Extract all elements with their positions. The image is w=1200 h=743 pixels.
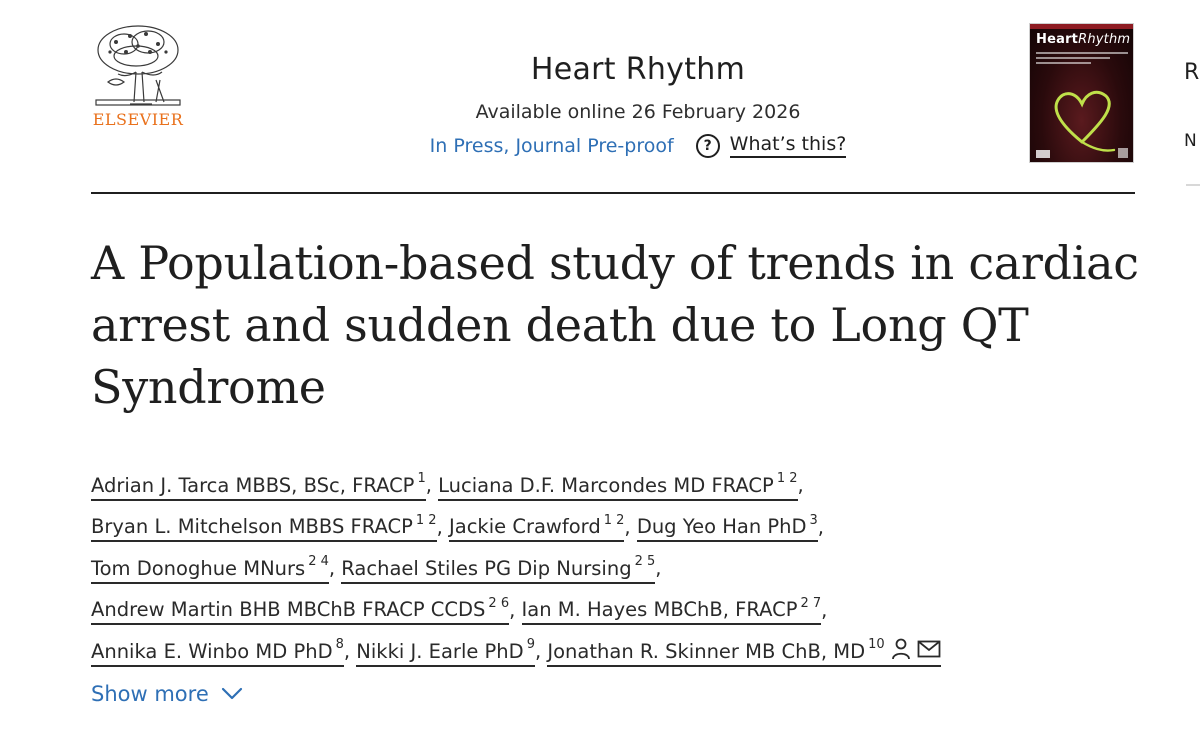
author-separator: , <box>509 598 522 621</box>
author-separator: , <box>534 639 548 663</box>
journal-header <box>380 52 896 158</box>
author-name: Jonathan R. Skinner MB ChB, MD <box>547 639 866 663</box>
author-separator: , <box>343 639 357 663</box>
author-separator: , <box>436 515 449 538</box>
journal-title-link[interactable]: Heart Rhythm <box>530 52 746 87</box>
author-affiliation: 10 <box>868 637 885 652</box>
sidebar-divider <box>1186 184 1200 186</box>
author-link[interactable] <box>91 595 510 625</box>
author-separator: , <box>425 473 439 497</box>
author-name: Nikki J. Earle PhD <box>356 639 524 663</box>
author-affiliation: 1 2 <box>776 471 798 486</box>
author-name: Ian M. Hayes MBChB, FRACP <box>521 598 798 621</box>
author-affiliation: 9 <box>526 637 535 652</box>
cover-heart-icon <box>1030 64 1134 163</box>
author-name: Andrew Martin BHB MBChB FRACP CCDS <box>91 598 486 621</box>
person-icon <box>891 638 911 660</box>
header-divider <box>91 192 1135 194</box>
author-name: Rachael Stiles PG Dip Nursing <box>341 556 632 580</box>
in-press-link[interactable]: In Press, Journal Pre-proof <box>429 134 674 157</box>
author-separator: , <box>328 556 342 580</box>
author-name: Adrian J. Tarca MBBS, BSc, FRACP <box>91 473 415 497</box>
author-link[interactable] <box>438 471 798 501</box>
author-affiliation: 3 <box>809 512 818 528</box>
author-separator: , <box>655 556 662 580</box>
question-circle-icon: ? <box>696 134 720 158</box>
show-more-button[interactable] <box>91 682 243 706</box>
author-link[interactable] <box>521 595 822 625</box>
article-status <box>380 133 896 158</box>
author-link[interactable] <box>547 637 940 667</box>
author-affiliation: 2 5 <box>634 554 656 569</box>
author-link[interactable] <box>341 554 656 584</box>
show-more-label: Show more <box>91 682 209 706</box>
author-name: Luciana D.F. Marcondes MD FRACP <box>438 473 774 497</box>
article-title: A Population-based study of trends in cardiac arrest and sudden death due to Long QT Syndrome <box>91 236 1139 414</box>
corresponding-author-icons <box>891 638 941 660</box>
elsevier-tree-icon <box>86 22 190 108</box>
author-name: Annika E. Winbo MD PhD <box>91 639 333 663</box>
author-affiliation: 1 <box>417 471 426 486</box>
author-separator: , <box>797 473 804 497</box>
chevron-down-icon <box>221 687 243 701</box>
author-affiliation: 2 4 <box>308 554 329 569</box>
author-link[interactable] <box>449 512 625 542</box>
author-affiliation: 8 <box>335 637 344 652</box>
author-link[interactable] <box>356 637 535 667</box>
author-name: Tom Donoghue MNurs <box>91 556 306 580</box>
author-name: Jackie Crawford <box>449 515 601 538</box>
author-link[interactable] <box>91 637 344 667</box>
journal-cover-image[interactable] <box>1029 23 1134 163</box>
whats-this-button[interactable] <box>696 133 847 158</box>
author-affiliation: 2 6 <box>488 595 510 611</box>
cover-band <box>1030 24 1133 29</box>
author-name: Bryan L. Mitchelson MBBS FRACP <box>91 515 413 538</box>
author-link[interactable] <box>636 512 818 542</box>
author-link[interactable] <box>91 512 437 542</box>
publisher-name: ELSEVIER <box>92 110 184 129</box>
available-online-date: Available online 26 February 2026 <box>475 101 801 123</box>
author-separator: , <box>817 515 824 538</box>
author-list <box>91 462 1151 670</box>
author-affiliation: 1 2 <box>603 512 625 528</box>
cover-title: HeartRhythm <box>1036 32 1131 47</box>
author-affiliation: 2 7 <box>800 595 822 611</box>
author-link[interactable] <box>91 554 329 584</box>
whats-this-label: What’s this? <box>730 133 847 158</box>
author-name: Dug Yeo Han PhD <box>636 515 807 538</box>
author-affiliation: 1 2 <box>415 512 437 528</box>
author-separator: , <box>624 515 637 538</box>
sidebar-clipped-heading: R <box>1184 60 1200 85</box>
sidebar-clipped-text: N <box>1184 131 1197 151</box>
envelope-icon <box>917 640 941 658</box>
author-link[interactable] <box>91 471 426 501</box>
author-separator: , <box>821 598 828 621</box>
